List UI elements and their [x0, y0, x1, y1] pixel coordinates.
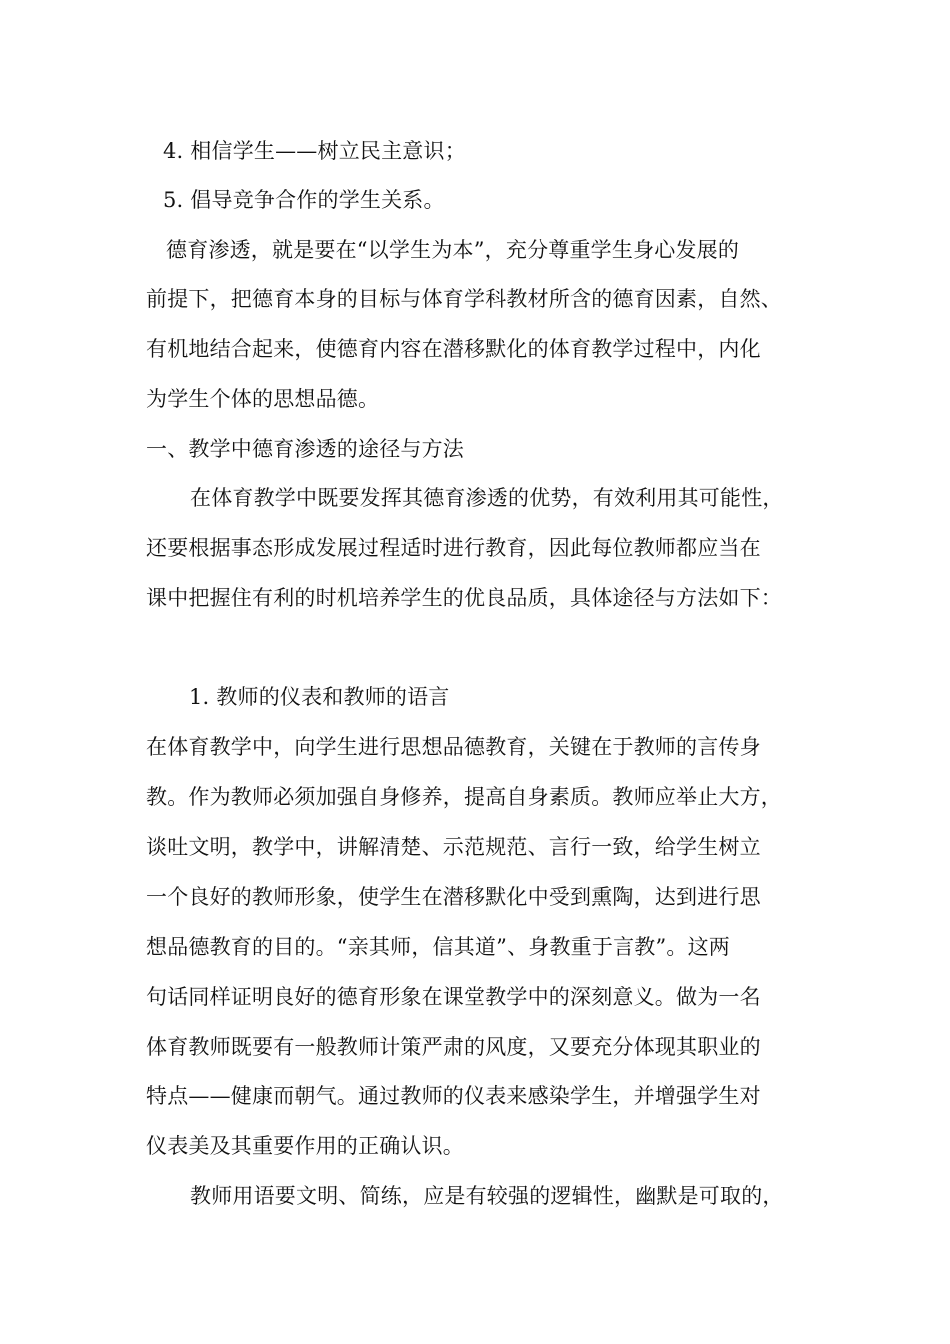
paragraph-line: 句话同样证明良好的德育形象在课堂教学中的深刻意义。做为一名: [146, 985, 761, 1009]
paragraph-line: 教师用语要文明、简练，应是有较强的逻辑性，幽默是可取的，: [190, 1184, 784, 1208]
paragraph-line: 为学生个体的思想品德。: [146, 387, 380, 411]
paragraph-line: 一个良好的教师形象，使学生在潜移默化中受到熏陶，达到进行思: [146, 885, 761, 909]
paragraph-line: 仪表美及其重要作用的正确认识。: [146, 1134, 464, 1158]
paragraph-line: 前提下，把德育本身的目标与体育学科教材所含的德育因素，自然、: [146, 287, 782, 311]
subsection-heading: 1. 教师的仪表和教师的语言: [189, 685, 450, 709]
paragraph-line: 德育渗透，就是要在“以学生为本”，充分尊重学生身心发展的: [166, 238, 740, 262]
list-item-4: 4. 相信学生——树立民主意识；: [163, 139, 466, 163]
paragraph-line: 还要根据事态形成发展过程适时进行教育，因此每位教师都应当在: [146, 536, 761, 560]
paragraph-line: 在体育教学中，向学生进行思想品德教育，关键在于教师的言传身: [146, 735, 761, 759]
paragraph-line: 课中把握住有利的时机培养学生的优良品质，具体途径与方法如下：: [146, 586, 782, 610]
section-heading: 一、教学中德育渗透的途径与方法: [146, 437, 464, 461]
paragraph-line: 特点——健康而朝气。通过教师的仪表来感染学生，并增强学生对: [146, 1084, 761, 1108]
paragraph-line: 谈吐文明，教学中，讲解清楚、示范规范、言行一致，给学生树立: [146, 835, 761, 859]
paragraph-line: 体育教师既要有一般教师计策严肃的风度，又要充分体现其职业的: [146, 1035, 761, 1059]
paragraph-line: 在体育教学中既要发挥其德育渗透的优势，有效利用其可能性，: [190, 486, 784, 510]
paragraph-line: 想品德教育的目的。“亲其师，信其道”、身教重于言教”。这两: [146, 935, 731, 959]
paragraph-line: 有机地结合起来，使德育内容在潜移默化的体育教学过程中，内化: [146, 337, 761, 361]
paragraph-line: 教。作为教师必须加强自身修养，提高自身素质。教师应举止大方，: [146, 785, 782, 809]
list-item-5: 5. 倡导竞争合作的学生关系。: [163, 188, 445, 212]
